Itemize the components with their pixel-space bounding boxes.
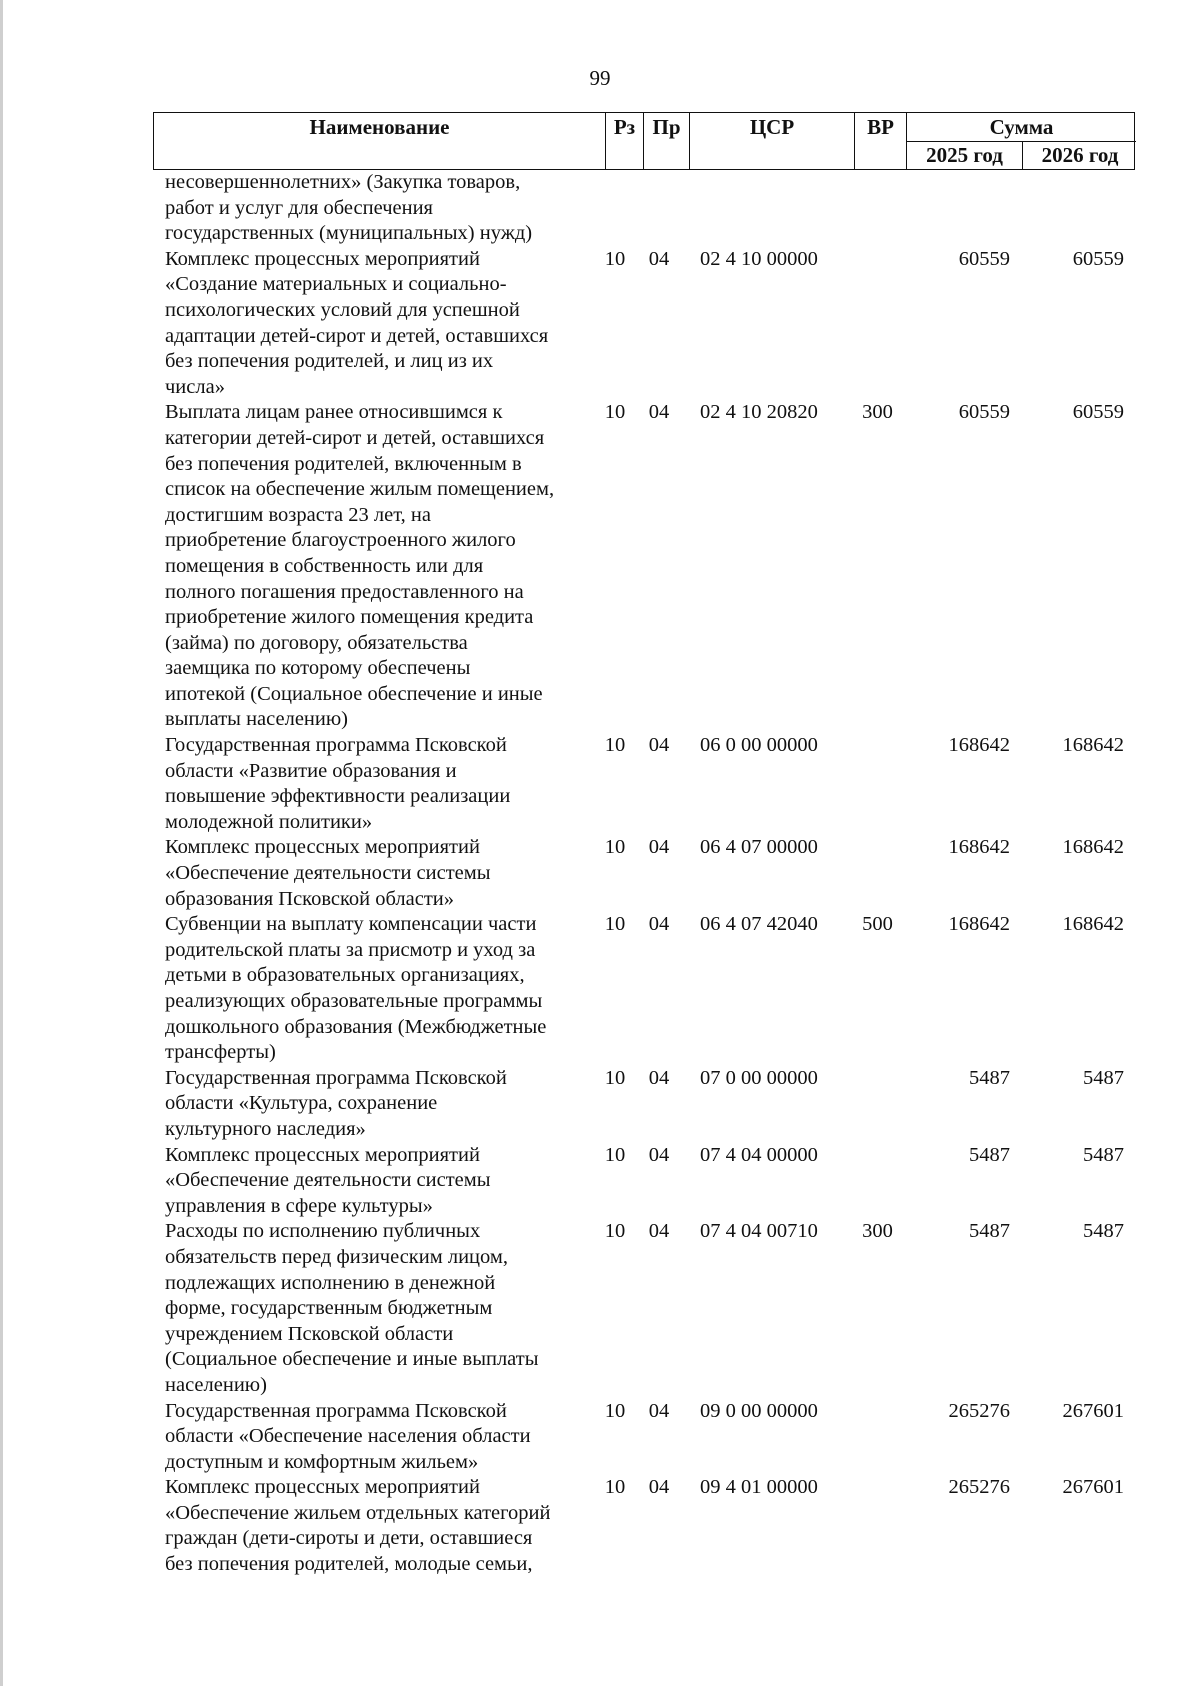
row-vr: 500 xyxy=(862,913,893,936)
row-csr: 02 4 10 20820 xyxy=(700,401,818,424)
row-name: Государственная программа Псковской области «Обеспечение населения области доступным и комфортным жильем» xyxy=(165,1399,531,1473)
row-csr: 09 4 01 00000 xyxy=(700,1476,818,1499)
row-sum-2026: 5487 xyxy=(1083,1143,1124,1166)
row-rz: 10 xyxy=(604,1476,626,1499)
header-csr xyxy=(689,113,854,169)
row-name: Комплекс процессных мероприятий «Обеспечение деятельности системы управления в сфере культуры» xyxy=(165,1143,491,1217)
row-pr: 04 xyxy=(648,734,670,757)
header-pr-label: Пр xyxy=(652,115,681,139)
table-row xyxy=(0,912,1200,1066)
header-sum xyxy=(906,113,1136,169)
row-csr: 07 4 04 00710 xyxy=(700,1220,818,1243)
row-sum-2025: 5487 xyxy=(969,1066,1010,1089)
row-sum-2026: 267601 xyxy=(1062,1476,1124,1499)
header-years xyxy=(907,142,1136,169)
row-sum-2025: 5487 xyxy=(969,1220,1010,1243)
row-sum-2025: 168642 xyxy=(948,836,1010,859)
table-row xyxy=(0,1219,1200,1398)
row-rz: 10 xyxy=(604,1220,626,1243)
table-row xyxy=(0,1143,1200,1220)
row-rz: 10 xyxy=(604,1399,626,1422)
row-sum-2026: 5487 xyxy=(1083,1220,1124,1243)
table-row xyxy=(0,733,1200,835)
header-name xyxy=(154,113,605,169)
row-rz: 10 xyxy=(604,1066,626,1089)
row-sum-2026: 267601 xyxy=(1062,1399,1124,1422)
row-name: Субвенции на выплату компенсации части родительской платы за присмотр и уход за детьми в образовательных организациях, реализующих образовательные программы дошкольного образования (Межбюджетные трансферты) xyxy=(165,913,547,1064)
header-vr xyxy=(854,113,906,169)
header-rz xyxy=(605,113,643,169)
row-pr: 04 xyxy=(648,247,670,270)
header-name-label: Наименование xyxy=(309,115,450,139)
row-rz: 10 xyxy=(604,1143,626,1166)
row-name: Комплекс процессных мероприятий «Обеспечение деятельности системы образования Псковской области» xyxy=(165,836,491,910)
row-pr: 04 xyxy=(648,1220,670,1243)
row-pr: 04 xyxy=(648,1476,670,1499)
row-pr: 04 xyxy=(648,1143,670,1166)
row-name: Государственная программа Псковской области «Культура, сохранение культурного наследия» xyxy=(165,1066,507,1140)
row-csr: 06 4 07 42040 xyxy=(700,913,818,936)
header-year-2025: 2025 год xyxy=(926,143,1003,167)
header-csr-label: ЦСР xyxy=(749,115,795,139)
row-pr: 04 xyxy=(648,913,670,936)
row-sum-2026: 5487 xyxy=(1083,1066,1124,1089)
row-pr: 04 xyxy=(648,401,670,424)
row-vr: 300 xyxy=(862,1220,893,1243)
table-header xyxy=(153,112,1135,170)
header-rz-label: Рз xyxy=(613,115,636,139)
row-vr: 300 xyxy=(862,401,893,424)
row-sum-2025: 168642 xyxy=(948,734,1010,757)
row-sum-2026: 168642 xyxy=(1062,734,1124,757)
row-sum-2026: 168642 xyxy=(1062,913,1124,936)
row-name: Расходы по исполнению публичных обязательств перед физическим лицом, подлежащих исполнению в денежной форме, государственным бюджетным учреждением Псковской области (Социальное обеспечение и иные выплаты населению) xyxy=(165,1220,539,1396)
table-body xyxy=(0,170,1200,1578)
row-name: Комплекс процессных мероприятий «Обеспечение жильем отдельных категорий граждан (дети-сироты и дети, оставшиеся без попечения родителей, молодые семьи, xyxy=(165,1476,551,1576)
row-pr: 04 xyxy=(648,1066,670,1089)
row-sum-2026: 60559 xyxy=(1072,401,1124,424)
table-row xyxy=(0,835,1200,912)
row-pr: 04 xyxy=(648,836,670,859)
table-row xyxy=(0,400,1200,733)
header-pr xyxy=(643,113,689,169)
row-csr: 06 0 00 00000 xyxy=(700,734,818,757)
row-name: Государственная программа Псковской области «Развитие образования и повышение эффективности реализации молодежной политики» xyxy=(165,734,511,833)
header-vr-label: ВР xyxy=(867,115,894,139)
row-name: несовершеннолетних» (Закупка товаров, работ и услуг для обеспечения государственных (муниципальных) нужд) xyxy=(165,171,533,245)
row-csr: 06 4 07 00000 xyxy=(700,836,818,859)
row-rz: 10 xyxy=(604,836,626,859)
row-sum-2025: 5487 xyxy=(969,1143,1010,1166)
row-sum-2025: 265276 xyxy=(948,1476,1010,1499)
header-sum-label: Сумма xyxy=(907,113,1136,142)
row-rz: 10 xyxy=(604,734,626,757)
row-csr: 02 4 10 00000 xyxy=(700,247,818,270)
row-csr: 07 4 04 00000 xyxy=(700,1143,818,1166)
row-rz: 10 xyxy=(604,401,626,424)
row-rz: 10 xyxy=(604,913,626,936)
row-sum-2025: 60559 xyxy=(958,401,1010,424)
page-number: 99 xyxy=(589,66,611,90)
table-row xyxy=(0,170,1200,247)
table-row xyxy=(0,1399,1200,1476)
row-sum-2025: 265276 xyxy=(948,1399,1010,1422)
table-row xyxy=(0,1066,1200,1143)
row-sum-2025: 60559 xyxy=(958,247,1010,270)
table-row xyxy=(0,247,1200,401)
row-rz: 10 xyxy=(604,247,626,270)
row-sum-2026: 60559 xyxy=(1072,247,1124,270)
row-csr: 09 0 00 00000 xyxy=(700,1399,818,1422)
header-year-2026: 2026 год xyxy=(1022,142,1137,169)
row-name: Комплекс процессных мероприятий «Создание материальных и социально- психологических условий для успешной адаптации детей-сирот и детей, оставшихся без попечения родителей, и лиц из их числа» xyxy=(165,247,549,398)
row-name: Выплата лицам ранее относившимся к категории детей-сирот и детей, оставшихся без попечения родителей, включенным в список на обеспечение жилым помещением, достигшим возраста 23 лет, на приобретение благоустроенного жилого помещения в собственность или для полного погашения предоставленного на приобретение жилого помещения кредита (займа) по договору, обязательства заемщика по которому обеспечены ипотекой (Социальное обеспечение и иные выплаты населению) xyxy=(165,401,555,731)
row-sum-2026: 168642 xyxy=(1062,836,1124,859)
row-csr: 07 0 00 00000 xyxy=(700,1066,818,1089)
row-sum-2025: 168642 xyxy=(948,913,1010,936)
table-row xyxy=(0,1475,1200,1577)
row-pr: 04 xyxy=(648,1399,670,1422)
